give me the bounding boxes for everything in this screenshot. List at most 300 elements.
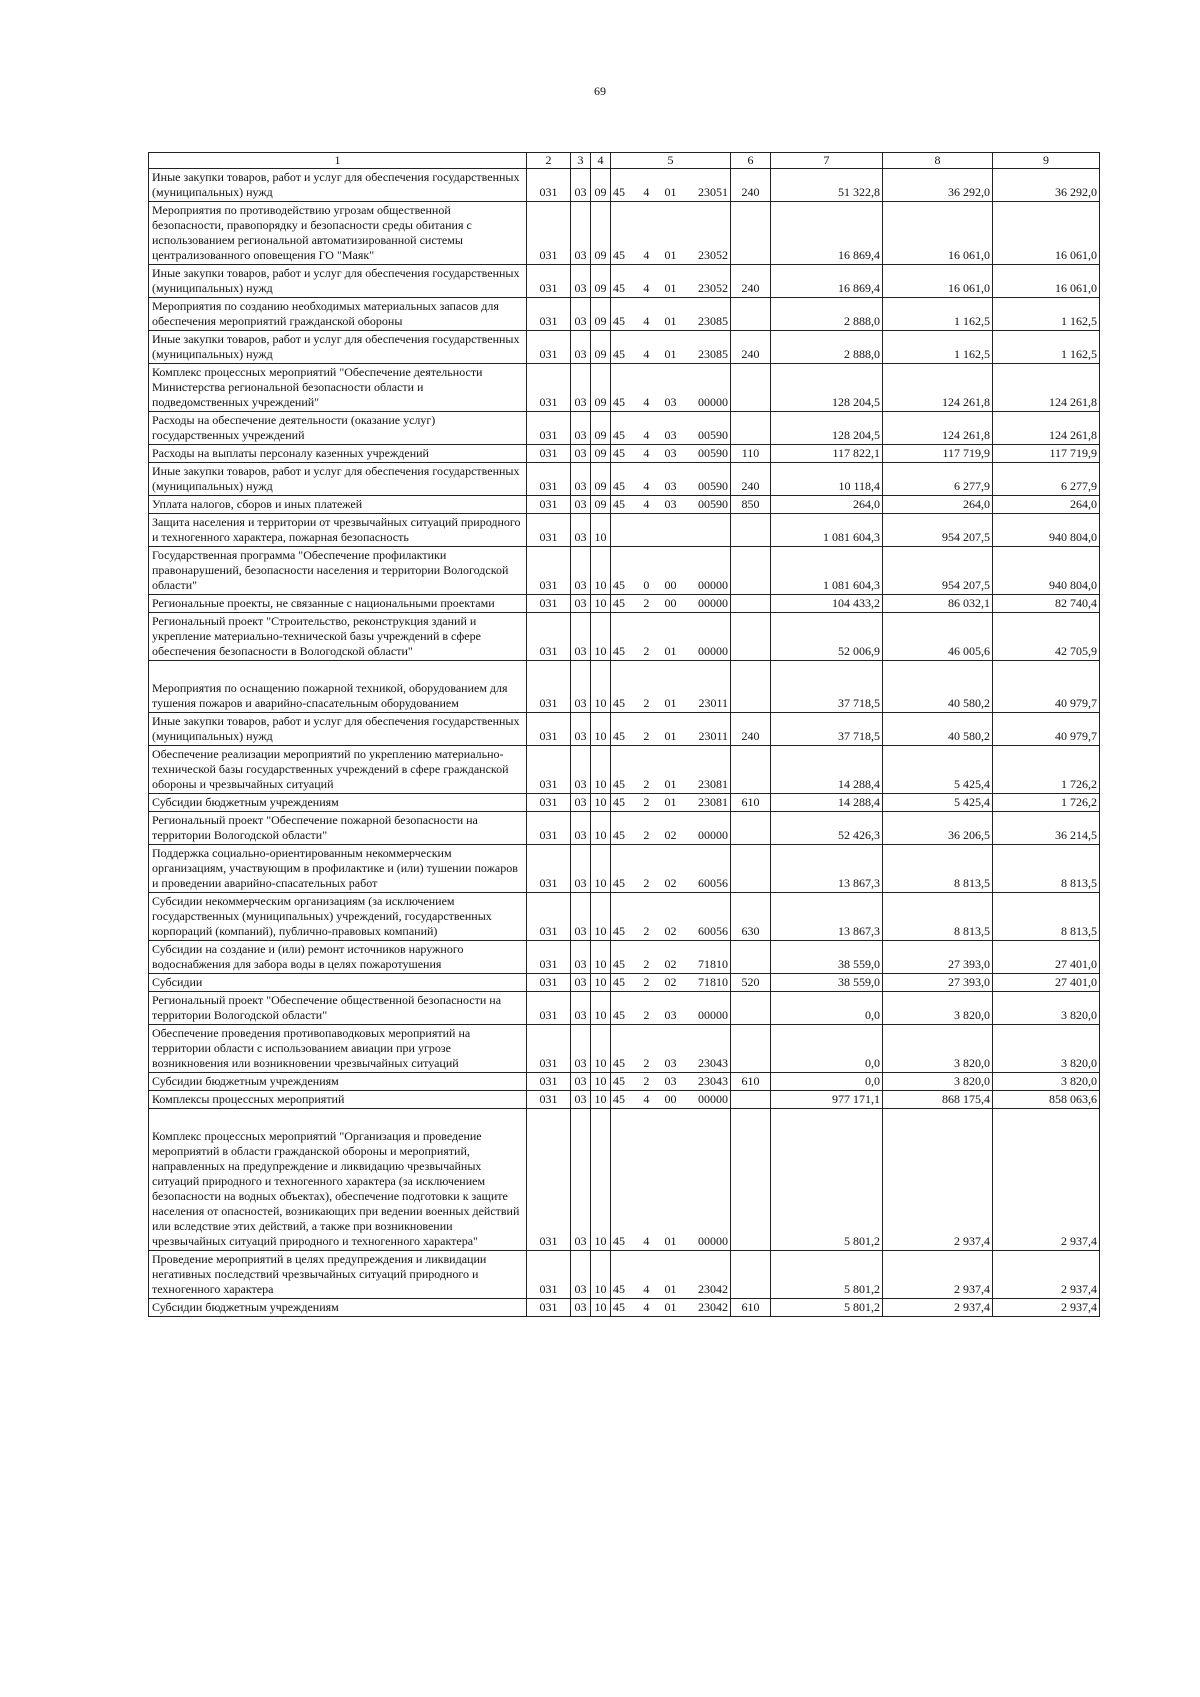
subsection-code-cell: 10 [591,1109,611,1251]
code-part: 01 [664,729,677,743]
code-part: 45 [613,428,625,442]
target-article-cell [611,1091,731,1109]
target-article-cell [611,496,731,514]
code-part: 03 [664,446,677,460]
admin-code-cell: 031 [527,613,571,661]
code-part: 45 [613,729,625,743]
amount-col7-cell: 37 718,5 [771,661,883,713]
target-article-code [613,314,728,329]
amount-col8-cell: 2 937,4 [883,1109,993,1251]
row-name-cell: Комплекс процессных мероприятий "Обеспечение деятельности Министерства региональной безопасности области и подведомственных учреждений" [149,364,527,412]
amount-col9-cell: 6 277,9 [993,463,1100,496]
target-article-code [613,1300,728,1315]
table-row [149,1299,1100,1317]
table-row [149,613,1100,661]
code-part: 02 [664,975,677,989]
code-part: 01 [664,696,677,710]
code-part: 03 [664,1008,677,1022]
amount-col9-cell: 40 979,7 [993,661,1100,713]
subsection-code-cell: 09 [591,169,611,202]
row-name-cell: Иные закупки товаров, работ и услуг для обеспечения государственных (муниципальных) нужд [149,713,527,746]
header-cell: 4 [591,153,611,169]
amount-col7-cell: 128 204,5 [771,364,883,412]
code-part: 4 [643,446,650,460]
target-article-code [613,644,728,659]
subsection-code-cell: 10 [591,893,611,941]
code-part: 23081 [698,777,728,791]
target-article-cell [611,298,731,331]
target-article-code [613,596,728,611]
table-row [149,445,1100,463]
amount-col8-cell: 36 206,5 [883,812,993,845]
row-name-cell: Региональные проекты, не связанные с национальными проектами [149,595,527,613]
amount-col9-cell: 36 214,5 [993,812,1100,845]
admin-code-cell: 031 [527,845,571,893]
row-name-cell: Государственная программа "Обеспечение профилактики правонарушений, безопасности населения и территории Вологодской области" [149,547,527,595]
target-article-cell [611,1025,731,1073]
admin-code-cell: 031 [527,794,571,812]
code-part: 45 [613,347,625,361]
code-part: 01 [664,795,677,809]
section-code-cell: 03 [571,746,591,794]
amount-col8-cell: 2 937,4 [883,1251,993,1299]
expense-type-cell: 110 [731,445,771,463]
code-part: 71810 [698,975,728,989]
target-article-code [613,497,728,512]
amount-col7-cell: 16 869,4 [771,202,883,265]
code-part: 23011 [698,729,728,743]
expense-type-cell [731,202,771,265]
code-part: 00 [664,596,677,610]
target-article-code [613,795,728,810]
admin-code-cell: 031 [527,812,571,845]
table-row [149,893,1100,941]
amount-col7-cell: 38 559,0 [771,974,883,992]
table-body [149,169,1100,1317]
amount-col8-cell: 2 937,4 [883,1299,993,1317]
row-name-cell: Субсидии бюджетным учреждениям [149,1073,527,1091]
code-part: 4 [643,248,650,262]
section-code-cell: 03 [571,1091,591,1109]
amount-col9-cell: 1 162,5 [993,331,1100,364]
amount-col7-cell: 16 869,4 [771,265,883,298]
code-part: 00590 [698,479,728,493]
target-article-cell [611,547,731,595]
section-code-cell: 03 [571,794,591,812]
amount-col7-cell: 104 433,2 [771,595,883,613]
expense-type-cell [731,661,771,713]
code-part: 00 [664,1092,677,1106]
amount-col7-cell: 977 171,1 [771,1091,883,1109]
code-part: 60056 [698,876,728,890]
target-article-code [613,729,728,744]
code-part: 45 [613,777,625,791]
target-article-code [613,975,728,990]
table-row [149,412,1100,445]
code-part: 2 [643,1008,650,1022]
amount-col9-cell: 82 740,4 [993,595,1100,613]
expense-type-cell [731,613,771,661]
admin-code-cell: 031 [527,463,571,496]
amount-col9-cell: 124 261,8 [993,412,1100,445]
admin-code-cell: 031 [527,1299,571,1317]
code-part: 45 [613,1300,625,1314]
amount-col7-cell: 1 081 604,3 [771,514,883,547]
code-part: 03 [664,497,677,511]
section-code-cell: 03 [571,547,591,595]
section-code-cell: 03 [571,298,591,331]
subsection-code-cell: 09 [591,298,611,331]
table-row [149,1073,1100,1091]
code-part: 45 [613,446,625,460]
amount-col7-cell: 38 559,0 [771,941,883,974]
admin-code-cell: 031 [527,412,571,445]
amount-col7-cell: 5 801,2 [771,1109,883,1251]
amount-col7-cell: 51 322,8 [771,169,883,202]
code-part: 45 [613,1092,625,1106]
amount-col9-cell: 117 719,9 [993,445,1100,463]
code-part: 00590 [698,497,728,511]
subsection-code-cell: 10 [591,1091,611,1109]
row-name-cell: Уплата налогов, сборов и иных платежей [149,496,527,514]
amount-col8-cell: 117 719,9 [883,445,993,463]
target-article-cell [611,202,731,265]
table-row [149,1091,1100,1109]
amount-col9-cell: 124 261,8 [993,364,1100,412]
expense-type-cell: 240 [731,463,771,496]
amount-col7-cell: 2 888,0 [771,298,883,331]
table-row [149,812,1100,845]
table-row [149,514,1100,547]
code-part: 01 [664,1234,677,1248]
expense-type-cell [731,941,771,974]
code-part: 02 [664,924,677,938]
code-part: 23042 [698,1300,728,1314]
expense-type-cell [731,1091,771,1109]
target-article-code [613,281,728,296]
subsection-code-cell: 10 [591,941,611,974]
table-row [149,547,1100,595]
code-part: 23042 [698,1282,728,1296]
target-article-cell [611,992,731,1025]
amount-col7-cell: 0,0 [771,1025,883,1073]
target-article-cell [611,941,731,974]
page-number: 69 [594,84,606,98]
amount-col8-cell: 5 425,4 [883,746,993,794]
admin-code-cell: 031 [527,1251,571,1299]
code-part: 23085 [698,347,728,361]
amount-col9-cell: 940 804,0 [993,547,1100,595]
amount-col8-cell: 40 580,2 [883,661,993,713]
amount-col9-cell: 3 820,0 [993,1073,1100,1091]
code-part: 01 [664,1282,677,1296]
expense-type-cell [731,364,771,412]
target-article-cell [611,974,731,992]
code-part: 4 [643,479,650,493]
target-article-code [613,957,728,972]
section-code-cell: 03 [571,169,591,202]
code-part: 03 [664,428,677,442]
target-article-cell [611,463,731,496]
amount-col8-cell: 3 820,0 [883,1025,993,1073]
code-part: 45 [613,957,625,971]
subsection-code-cell: 10 [591,812,611,845]
row-name-cell: Обеспечение проведения противопаводковых мероприятий на территории области с использованием авиации при угрозе возникновения или возникновении чрезвычайных ситуаций [149,1025,527,1073]
code-part: 23011 [698,696,728,710]
amount-col8-cell: 264,0 [883,496,993,514]
table-row [149,992,1100,1025]
expense-type-cell [731,1251,771,1299]
target-article-cell [611,613,731,661]
code-part: 71810 [698,957,728,971]
section-code-cell: 03 [571,1109,591,1251]
code-part: 45 [613,578,625,592]
section-code-cell: 03 [571,364,591,412]
code-part: 45 [613,924,625,938]
admin-code-cell: 031 [527,298,571,331]
table-row [149,1109,1100,1251]
code-part: 00 [664,578,677,592]
code-part: 4 [643,185,650,199]
subsection-code-cell: 09 [591,202,611,265]
target-article-cell [611,812,731,845]
amount-col8-cell: 3 820,0 [883,992,993,1025]
amount-col7-cell: 1 081 604,3 [771,547,883,595]
target-article-cell [611,893,731,941]
subsection-code-cell: 10 [591,547,611,595]
section-code-cell: 03 [571,331,591,364]
target-article-cell [611,169,731,202]
code-part: 01 [664,777,677,791]
expense-type-cell [731,595,771,613]
amount-col9-cell: 40 979,7 [993,713,1100,746]
target-article-code [613,446,728,461]
target-article-cell [611,1109,731,1251]
table-row [149,1025,1100,1073]
section-code-cell: 03 [571,1251,591,1299]
subsection-code-cell: 10 [591,514,611,547]
row-name-cell: Комплекс процессных мероприятий "Организация и проведение мероприятий в области гражданской обороны и мероприятий, направленных на предупреждение и ликвидацию чрезвычайных ситуаций природного и техногенного характера (за исключением безопасности на водных объектах), обеспечение подготовки к защите населения от опасностей, возникающих при ведении военных действий или вследствие этих действий, а также при возникновении чрезвычайных ситуаций природного и техногенного характера" [149,1109,527,1251]
row-name-cell: Субсидии некоммерческим организациям (за исключением государственных (муниципальных) учреждений, государственных корпораций (компаний), публично-правовых компаний) [149,893,527,941]
subsection-code-cell: 10 [591,595,611,613]
expense-type-cell [731,412,771,445]
target-article-code [613,1074,728,1089]
row-name-cell: Мероприятия по противодействию угрозам общественной безопасности, правопорядку и безопасности среды обитания с использованием региональной автоматизированной системы централизованного оповещения ГО "Маяк" [149,202,527,265]
subsection-code-cell: 10 [591,713,611,746]
header-cell: 9 [993,153,1100,169]
amount-col7-cell: 117 822,1 [771,445,883,463]
admin-code-cell: 031 [527,746,571,794]
expense-type-cell [731,746,771,794]
admin-code-cell: 031 [527,445,571,463]
budget-table [148,152,1100,1317]
section-code-cell: 03 [571,202,591,265]
target-article-code [613,777,728,792]
subsection-code-cell: 09 [591,412,611,445]
header-cell: 1 [149,153,527,169]
amount-col9-cell: 1 162,5 [993,298,1100,331]
amount-col9-cell: 8 813,5 [993,845,1100,893]
admin-code-cell: 031 [527,1109,571,1251]
amount-col8-cell: 1 162,5 [883,298,993,331]
code-part: 4 [643,281,650,295]
code-part: 45 [613,395,625,409]
code-part: 23052 [698,281,728,295]
section-code-cell: 03 [571,1073,591,1091]
amount-col7-cell: 10 118,4 [771,463,883,496]
target-article-code [613,248,728,263]
code-part: 4 [643,395,650,409]
code-part: 2 [643,777,650,791]
amount-col7-cell: 264,0 [771,496,883,514]
row-name-cell: Региональный проект "Обеспечение общественной безопасности на территории Вологодской области" [149,992,527,1025]
section-code-cell: 03 [571,412,591,445]
section-code-cell: 03 [571,445,591,463]
code-part: 23081 [698,795,728,809]
amount-col8-cell: 954 207,5 [883,514,993,547]
admin-code-cell: 031 [527,265,571,298]
amount-col7-cell: 14 288,4 [771,794,883,812]
code-part: 00000 [698,596,728,610]
section-code-cell: 03 [571,713,591,746]
target-article-code [613,1008,728,1023]
amount-col7-cell: 37 718,5 [771,713,883,746]
subsection-code-cell: 09 [591,445,611,463]
target-article-cell [611,713,731,746]
amount-col7-cell: 5 801,2 [771,1251,883,1299]
code-part: 2 [643,729,650,743]
target-article-cell [611,1299,731,1317]
row-name-cell: Мероприятия по созданию необходимых материальных запасов для обеспечения мероприятий гражданской обороны [149,298,527,331]
code-part: 03 [664,1074,677,1088]
row-name-cell: Защита населения и территории от чрезвычайных ситуаций природного и техногенного характера, пожарная безопасность [149,514,527,547]
target-article-cell [611,412,731,445]
target-article-cell [611,445,731,463]
target-article-code [613,479,728,494]
table-row [149,331,1100,364]
header-cell: 8 [883,153,993,169]
target-article-code [613,578,728,593]
target-article-code [613,696,728,711]
code-part: 00000 [698,578,728,592]
amount-col9-cell: 2 937,4 [993,1251,1100,1299]
amount-col9-cell: 940 804,0 [993,514,1100,547]
code-part: 00000 [698,1092,728,1106]
expense-type-cell [731,845,771,893]
section-code-cell: 03 [571,893,591,941]
subsection-code-cell: 09 [591,496,611,514]
subsection-code-cell: 09 [591,463,611,496]
subsection-code-cell: 10 [591,1299,611,1317]
row-name-cell: Иные закупки товаров, работ и услуг для обеспечения государственных (муниципальных) нужд [149,169,527,202]
subsection-code-cell: 10 [591,794,611,812]
row-name-cell: Комплексы процессных мероприятий [149,1091,527,1109]
subsection-code-cell: 10 [591,974,611,992]
target-article-code [613,924,728,939]
row-name-cell: Расходы на выплаты персоналу казенных учреждений [149,445,527,463]
code-part: 01 [664,248,677,262]
code-part: 2 [643,596,650,610]
amount-col7-cell: 14 288,4 [771,746,883,794]
code-part: 45 [613,248,625,262]
table-header-row [149,153,1100,169]
amount-col8-cell: 6 277,9 [883,463,993,496]
subsection-code-cell: 09 [591,331,611,364]
row-name-cell: Мероприятия по оснащению пожарной техникой, оборудованием для тушения пожаров и аварийно-спасательным оборудованием [149,661,527,713]
code-part: 45 [613,314,625,328]
code-part: 4 [643,314,650,328]
row-name-cell: Проведение мероприятий в целях предупреждения и ликвидации негативных последствий чрезвычайных ситуаций природного и техногенного характера [149,1251,527,1299]
admin-code-cell: 031 [527,713,571,746]
admin-code-cell: 031 [527,1025,571,1073]
code-part: 4 [643,1234,650,1248]
target-article-cell [611,845,731,893]
row-name-cell: Иные закупки товаров, работ и услуг для обеспечения государственных (муниципальных) нужд [149,265,527,298]
target-article-code [613,347,728,362]
amount-col7-cell: 0,0 [771,992,883,1025]
admin-code-cell: 031 [527,974,571,992]
amount-col7-cell: 13 867,3 [771,845,883,893]
admin-code-cell: 031 [527,202,571,265]
code-part: 2 [643,924,650,938]
admin-code-cell: 031 [527,1073,571,1091]
code-part: 00590 [698,428,728,442]
section-code-cell: 03 [571,514,591,547]
section-code-cell: 03 [571,812,591,845]
table-row [149,202,1100,265]
section-code-cell: 03 [571,463,591,496]
amount-col9-cell: 3 820,0 [993,992,1100,1025]
row-name-cell: Субсидии на создание и (или) ремонт источников наружного водоснабжения для забора воды в целях пожаротушения [149,941,527,974]
code-part: 45 [613,596,625,610]
code-part: 02 [664,957,677,971]
code-part: 45 [613,795,625,809]
code-part: 00000 [698,1008,728,1022]
row-name-cell: Субсидии [149,974,527,992]
target-article-cell [611,1251,731,1299]
header-cell: 6 [731,153,771,169]
code-part: 23052 [698,248,728,262]
code-part: 00000 [698,644,728,658]
target-article-cell [611,595,731,613]
target-article-code [613,1056,728,1071]
code-part: 02 [664,876,677,890]
amount-col7-cell: 52 426,3 [771,812,883,845]
code-part: 00000 [698,395,728,409]
subsection-code-cell: 10 [591,1073,611,1091]
amount-col8-cell: 36 292,0 [883,169,993,202]
code-part: 00000 [698,1234,728,1248]
table-row [149,1251,1100,1299]
subsection-code-cell: 09 [591,265,611,298]
code-part: 01 [664,644,677,658]
target-article-cell [611,514,731,547]
section-code-cell: 03 [571,661,591,713]
row-name-cell: Расходы на обеспечение деятельности (оказание услуг) государственных учреждений [149,412,527,445]
target-article-code [613,428,728,443]
row-name-cell: Иные закупки товаров, работ и услуг для обеспечения государственных (муниципальных) нужд [149,463,527,496]
code-part: 03 [664,395,677,409]
header-cell: 7 [771,153,883,169]
target-article-code [613,1234,728,1249]
code-part: 03 [664,1056,677,1070]
code-part: 01 [664,314,677,328]
expense-type-cell: 240 [731,265,771,298]
target-article-code [613,1092,728,1107]
amount-col7-cell: 128 204,5 [771,412,883,445]
table-row [149,265,1100,298]
amount-col8-cell: 16 061,0 [883,265,993,298]
